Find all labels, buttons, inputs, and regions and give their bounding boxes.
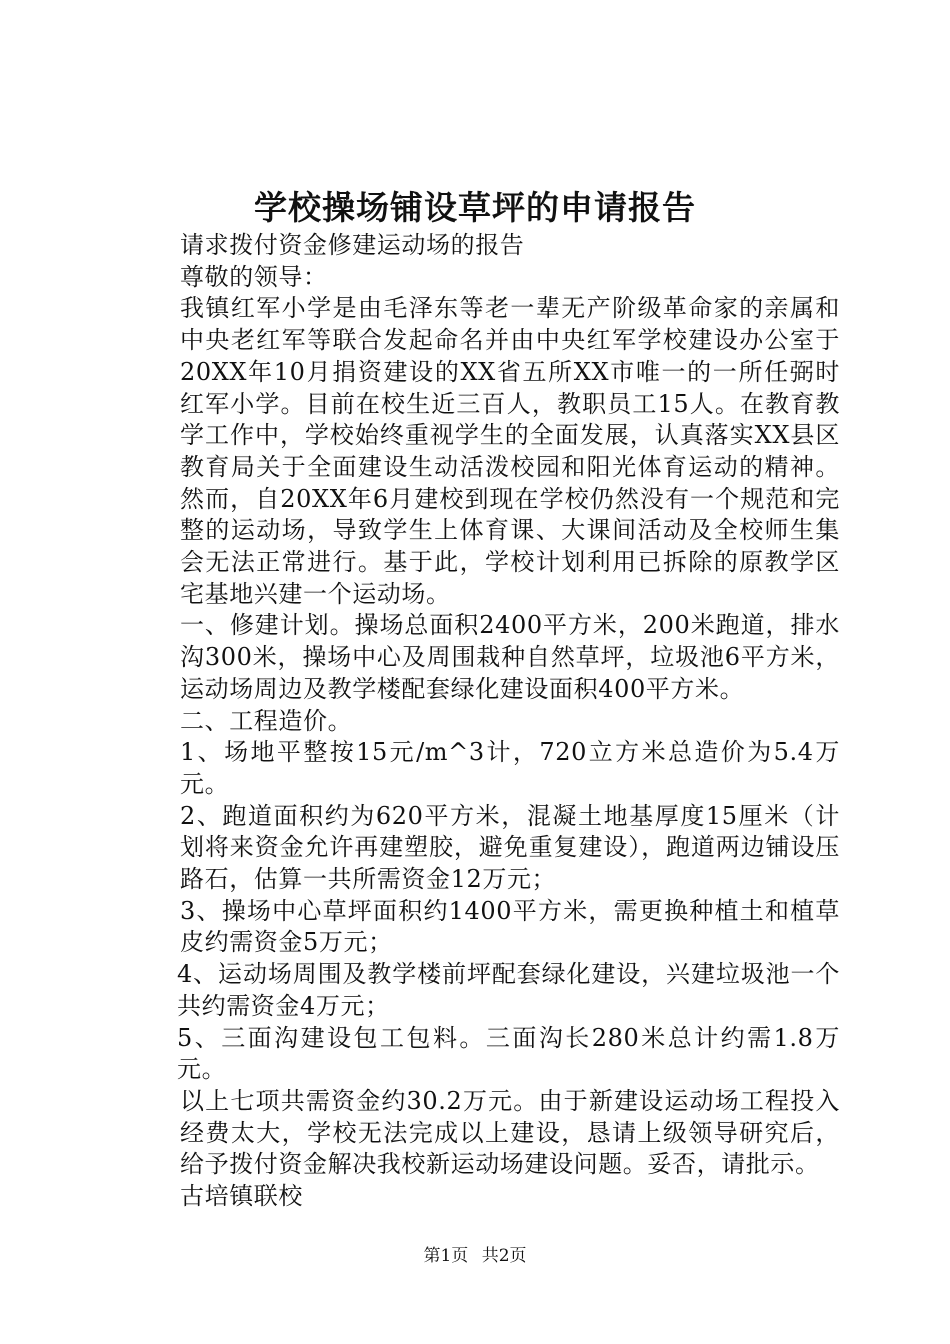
- paragraph-construction-plan: 一、修建计划。操场总面积2400平方米，200米跑道，排水沟300米，操场中心及周围栽种自然草坪，垃圾池6平方米，运动场周边及教学楼配套绿化建设面积400平方米。: [180, 611, 840, 703]
- page-number: 第1页: [423, 1246, 469, 1266]
- document-title: 学校操场铺设草坪的申请报告: [254, 188, 696, 227]
- signature: 古培镇联校: [180, 1182, 303, 1211]
- paragraph-cost-item-2: 2、跑道面积约为620平方米，混凝土地基厚度15厘米（计划将来资金允许再建塑胶，避免重复建设），跑道两边铺设压路石，估算一共所需资金12万元；: [180, 801, 840, 894]
- salutation: 尊敬的领导：: [180, 262, 328, 291]
- page-footer: [0, 1245, 950, 1267]
- paragraph-cost-item-3: 3、操场中心草坪面积约1400平方米，需更换种植土和植草皮约需资金5万元；: [180, 896, 840, 957]
- page-total: 共2页: [481, 1246, 527, 1266]
- document-body: [130, 230, 840, 1213]
- paragraph-intro: 我镇红军小学是由毛泽东等老一辈无产阶级革命家的亲属和中央老红军等联合发起命名并由中央红军学校建设办公室于20XX年10月捐资建设的XX省五所XX市唯一的一所任弼时红军小学。目前在校生近三百人，教职员工15人。在教育教学工作中，学校始终重视学生的全面发展，认真落实XX县区教育局关于全面建设生动活泼校园和阳光体育运动的精神。然而，自20XX年6月建校到现在学校仍然没有一个规范和完整的运动场，导致学生上体育课、大课间活动及全校师生集会无法正常进行。基于此，学校计划利用已拆除的原教学区宅基地兴建一个运动场。: [180, 294, 840, 608]
- document-subtitle: 请求拨付资金修建运动场的报告: [180, 231, 525, 259]
- paragraph-cost-item-4: 4、运动场周围及教学楼前坪配套绿化建设，兴建垃圾池一个共约需资金4万元；: [177, 960, 840, 1020]
- paragraph-conclusion: 以上七项共需资金约30.2万元。由于新建设运动场工程投入经费太大，学校无法完成以上建设，恳请上级领导研究后，给予拨付资金解决我校新运动场建设问题。妥否，请批示。: [180, 1086, 840, 1179]
- paragraph-cost-item-5: 5、三面沟建设包工包料。三面沟长280米总计约需1.8万元。: [177, 1023, 840, 1084]
- paragraph-cost-heading: 二、工程造价。: [180, 706, 353, 735]
- paragraph-cost-item-1: 1、场地平整按15元/m^3计，720立方米总造价为5.4万元。: [180, 738, 840, 798]
